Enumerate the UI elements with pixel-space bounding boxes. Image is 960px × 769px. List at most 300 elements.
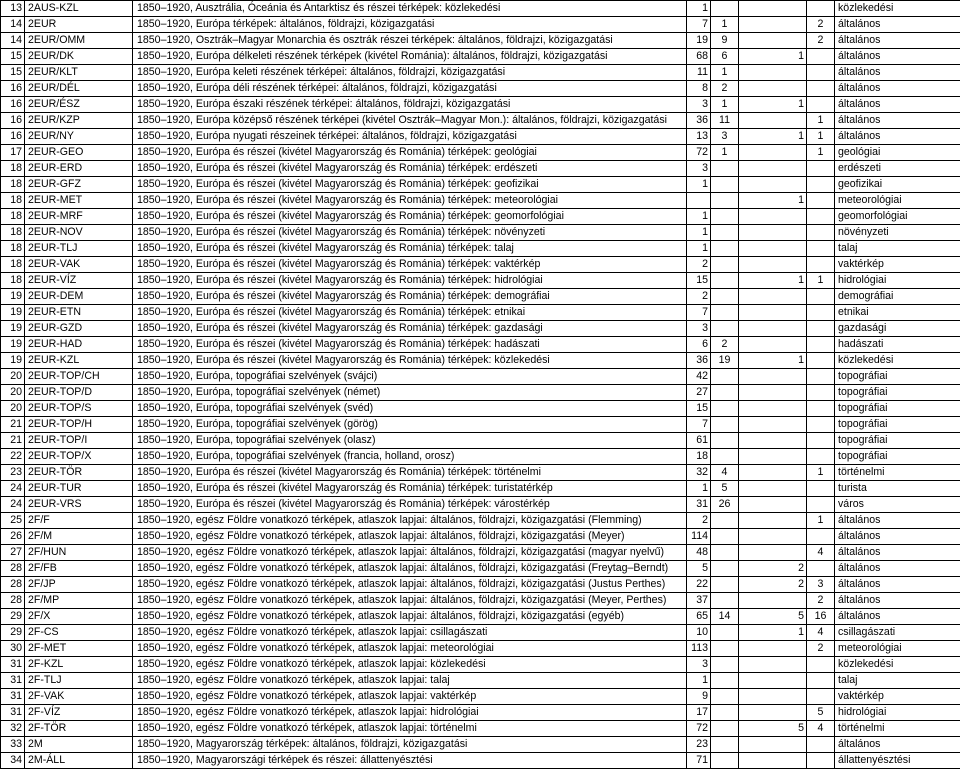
count-2-cell bbox=[711, 705, 739, 721]
description-cell: 1850–1920, egész Földre vonatkozó térképek, atlaszok lapjai: általános, földrajzi, közigazgatási (Freytag–Berndt) bbox=[133, 561, 687, 577]
count-4-cell bbox=[807, 433, 835, 449]
count-1-cell: 22 bbox=[687, 577, 711, 593]
count-4-cell bbox=[807, 689, 835, 705]
count-3-cell bbox=[739, 17, 807, 33]
count-4-cell bbox=[807, 529, 835, 545]
table-row bbox=[1, 321, 960, 337]
table-row bbox=[1, 241, 960, 257]
page-number-cell: 16 bbox=[1, 129, 25, 145]
count-1-cell: 1 bbox=[687, 241, 711, 257]
code-cell: 2EUR-GZD bbox=[25, 321, 133, 337]
description-cell: 1850–1920, egész Földre vonatkozó térképek, atlaszok lapjai: általános, földrajzi, közigazgatási (Meyer, Perthes) bbox=[133, 593, 687, 609]
description-cell: 1850–1920, Európa délkeleti részének térképek (kivétel Románia): általános, földrajzi, közigazgatási bbox=[133, 49, 687, 65]
count-3-cell bbox=[739, 641, 807, 657]
count-2-cell: 2 bbox=[711, 337, 739, 353]
count-2-cell bbox=[711, 737, 739, 753]
description-cell: 1850–1920, Európa és részei (kivétel Magyarország és Románia) térképek: növényzeti bbox=[133, 225, 687, 241]
count-4-cell: 1 bbox=[807, 273, 835, 289]
count-1-cell: 2 bbox=[687, 513, 711, 529]
category-cell: hidrológiai bbox=[835, 705, 960, 721]
count-2-cell: 5 bbox=[711, 481, 739, 497]
description-cell: 1850–1920, Európa, topográfiai szelvények (svéd) bbox=[133, 401, 687, 417]
count-4-cell: 5 bbox=[807, 705, 835, 721]
count-3-cell bbox=[739, 737, 807, 753]
count-2-cell bbox=[711, 401, 739, 417]
description-cell: 1850–1920, Európa és részei (kivétel Magyarország és Románia) térképek: demográfiai bbox=[133, 289, 687, 305]
count-4-cell bbox=[807, 1, 835, 17]
count-2-cell: 3 bbox=[711, 129, 739, 145]
description-cell: 1850–1920, Európa és részei (kivétel Magyarország és Románia) térképek: geofizikai bbox=[133, 177, 687, 193]
count-1-cell: 72 bbox=[687, 145, 711, 161]
count-3-cell: 5 bbox=[739, 609, 807, 625]
category-cell: növényzeti bbox=[835, 225, 960, 241]
count-4-cell bbox=[807, 49, 835, 65]
page-number-cell: 18 bbox=[1, 209, 25, 225]
category-cell: csillagászati bbox=[835, 625, 960, 641]
category-cell: általános bbox=[835, 81, 960, 97]
count-1-cell: 2 bbox=[687, 289, 711, 305]
count-1-cell: 37 bbox=[687, 593, 711, 609]
count-4-cell bbox=[807, 417, 835, 433]
category-cell: általános bbox=[835, 609, 960, 625]
count-3-cell bbox=[739, 225, 807, 241]
count-4-cell: 1 bbox=[807, 145, 835, 161]
table-row bbox=[1, 449, 960, 465]
count-1-cell: 3 bbox=[687, 657, 711, 673]
count-3-cell: 2 bbox=[739, 577, 807, 593]
table-row bbox=[1, 225, 960, 241]
count-1-cell: 114 bbox=[687, 529, 711, 545]
description-cell: 1850–1920, egész Földre vonatkozó térképek, atlaszok lapjai: talaj bbox=[133, 673, 687, 689]
count-3-cell bbox=[739, 689, 807, 705]
count-3-cell bbox=[739, 161, 807, 177]
code-cell: 2EUR-NOV bbox=[25, 225, 133, 241]
code-cell: 2EUR-VAK bbox=[25, 257, 133, 273]
count-1-cell: 1 bbox=[687, 1, 711, 17]
table-row bbox=[1, 177, 960, 193]
code-cell: 2EUR-TOP/D bbox=[25, 385, 133, 401]
code-cell: 2EUR/OMM bbox=[25, 33, 133, 49]
count-1-cell: 31 bbox=[687, 497, 711, 513]
count-2-cell bbox=[711, 177, 739, 193]
page-number-cell: 28 bbox=[1, 593, 25, 609]
table-row bbox=[1, 337, 960, 353]
count-4-cell bbox=[807, 337, 835, 353]
category-cell: talaj bbox=[835, 241, 960, 257]
page-number-cell: 14 bbox=[1, 33, 25, 49]
code-cell: 2EUR-VRS bbox=[25, 497, 133, 513]
count-1-cell: 7 bbox=[687, 305, 711, 321]
page-number-cell: 18 bbox=[1, 177, 25, 193]
description-cell: 1850–1920, Európa és részei (kivétel Magyarország és Románia) térképek: hidrológiai bbox=[133, 273, 687, 289]
table-row bbox=[1, 417, 960, 433]
count-4-cell: 1 bbox=[807, 113, 835, 129]
description-cell: 1850–1920, Európa és részei (kivétel Magyarország és Románia) térképek: közlekedési bbox=[133, 353, 687, 369]
table-row bbox=[1, 145, 960, 161]
category-cell: közlekedési bbox=[835, 1, 960, 17]
page-number-cell: 19 bbox=[1, 353, 25, 369]
count-1-cell: 36 bbox=[687, 353, 711, 369]
description-cell: 1850–1920, Osztrák–Magyar Monarchia és osztrák részei térképek: általános, földrajzi, közigazgatási bbox=[133, 33, 687, 49]
count-3-cell: 1 bbox=[739, 273, 807, 289]
code-cell: 2F-VÍZ bbox=[25, 705, 133, 721]
count-2-cell bbox=[711, 721, 739, 737]
table-row bbox=[1, 753, 960, 769]
code-cell: 2EUR-TOP/I bbox=[25, 433, 133, 449]
count-1-cell: 1 bbox=[687, 673, 711, 689]
count-2-cell bbox=[711, 241, 739, 257]
count-2-cell bbox=[711, 289, 739, 305]
count-2-cell bbox=[711, 417, 739, 433]
count-2-cell bbox=[711, 545, 739, 561]
count-1-cell: 1 bbox=[687, 209, 711, 225]
category-cell: általános bbox=[835, 113, 960, 129]
category-cell: általános bbox=[835, 17, 960, 33]
code-cell: 2EUR-MRF bbox=[25, 209, 133, 225]
count-4-cell: 16 bbox=[807, 609, 835, 625]
page-number-cell: 25 bbox=[1, 513, 25, 529]
page-number-cell: 27 bbox=[1, 545, 25, 561]
category-cell: általános bbox=[835, 737, 960, 753]
description-cell: 1850–1920, Európa és részei (kivétel Magyarország és Románia) térképek: vaktérkép bbox=[133, 257, 687, 273]
count-1-cell: 7 bbox=[687, 417, 711, 433]
count-2-cell: 6 bbox=[711, 49, 739, 65]
description-cell: 1850–1920, egész Földre vonatkozó térképek, atlaszok lapjai: történelmi bbox=[133, 721, 687, 737]
count-3-cell bbox=[739, 449, 807, 465]
page-number-cell: 21 bbox=[1, 417, 25, 433]
page-number-cell: 18 bbox=[1, 257, 25, 273]
count-1-cell: 3 bbox=[687, 321, 711, 337]
description-cell: 1850–1920, Európa déli részének térképei: általános, földrajzi, közigazgatási bbox=[133, 81, 687, 97]
count-4-cell bbox=[807, 193, 835, 209]
code-cell: 2EUR-VÍZ bbox=[25, 273, 133, 289]
description-cell: 1850–1920, egész Földre vonatkozó térképek, atlaszok lapjai: általános, földrajzi, közigazgatási (Flemming) bbox=[133, 513, 687, 529]
count-1-cell: 5 bbox=[687, 561, 711, 577]
table-row bbox=[1, 209, 960, 225]
page-number-cell: 16 bbox=[1, 81, 25, 97]
category-cell: vaktérkép bbox=[835, 257, 960, 273]
count-2-cell bbox=[711, 257, 739, 273]
count-4-cell: 1 bbox=[807, 513, 835, 529]
table-row bbox=[1, 545, 960, 561]
code-cell: 2EUR-GEO bbox=[25, 145, 133, 161]
count-3-cell: 1 bbox=[739, 193, 807, 209]
page-number-cell: 14 bbox=[1, 17, 25, 33]
description-cell: 1850–1920, egész Földre vonatkozó térképek, atlaszok lapjai: meteorológiai bbox=[133, 641, 687, 657]
category-cell: turista bbox=[835, 481, 960, 497]
category-cell: állattenyésztési bbox=[835, 753, 960, 769]
description-cell: 1850–1920, Európa és részei (kivétel Magyarország és Románia) térképek: turistatérkép bbox=[133, 481, 687, 497]
count-1-cell: 65 bbox=[687, 609, 711, 625]
category-cell: történelmi bbox=[835, 721, 960, 737]
page-number-cell: 21 bbox=[1, 433, 25, 449]
table-row bbox=[1, 737, 960, 753]
category-cell: etnikai bbox=[835, 305, 960, 321]
table-row bbox=[1, 401, 960, 417]
count-4-cell bbox=[807, 177, 835, 193]
count-1-cell: 19 bbox=[687, 33, 711, 49]
category-cell: hidrológiai bbox=[835, 273, 960, 289]
count-3-cell bbox=[739, 81, 807, 97]
description-cell: 1850–1920, Európa és részei (kivétel Magyarország és Románia) térképek: talaj bbox=[133, 241, 687, 257]
category-cell: geológiai bbox=[835, 145, 960, 161]
count-4-cell bbox=[807, 561, 835, 577]
count-3-cell bbox=[739, 657, 807, 673]
category-cell: általános bbox=[835, 129, 960, 145]
category-cell: történelmi bbox=[835, 465, 960, 481]
count-1-cell: 15 bbox=[687, 273, 711, 289]
page-number-cell: 16 bbox=[1, 113, 25, 129]
category-cell: erdészeti bbox=[835, 161, 960, 177]
code-cell: 2F/JP bbox=[25, 577, 133, 593]
code-cell: 2F-MET bbox=[25, 641, 133, 657]
table-row bbox=[1, 673, 960, 689]
count-3-cell bbox=[739, 337, 807, 353]
page-number-cell: 18 bbox=[1, 193, 25, 209]
count-2-cell bbox=[711, 161, 739, 177]
count-3-cell bbox=[739, 417, 807, 433]
page-number-cell: 15 bbox=[1, 65, 25, 81]
code-cell: 2M bbox=[25, 737, 133, 753]
description-cell: 1850–1920, egész Földre vonatkozó térképek, atlaszok lapjai: általános, földrajzi, közigazgatási (Meyer) bbox=[133, 529, 687, 545]
code-cell: 2EUR bbox=[25, 17, 133, 33]
category-cell: vaktérkép bbox=[835, 689, 960, 705]
count-3-cell bbox=[739, 401, 807, 417]
page-number-cell: 23 bbox=[1, 465, 25, 481]
count-4-cell bbox=[807, 753, 835, 769]
category-cell: gazdasági bbox=[835, 321, 960, 337]
count-4-cell: 4 bbox=[807, 721, 835, 737]
code-cell: 2EUR/NY bbox=[25, 129, 133, 145]
category-cell: általános bbox=[835, 545, 960, 561]
code-cell: 2F-KZL bbox=[25, 657, 133, 673]
count-3-cell bbox=[739, 321, 807, 337]
page-number-cell: 31 bbox=[1, 657, 25, 673]
code-cell: 2EUR-HAD bbox=[25, 337, 133, 353]
count-3-cell bbox=[739, 369, 807, 385]
count-4-cell: 1 bbox=[807, 129, 835, 145]
count-2-cell: 1 bbox=[711, 97, 739, 113]
category-cell: topográfiai bbox=[835, 369, 960, 385]
page-number-cell: 31 bbox=[1, 673, 25, 689]
count-2-cell: 9 bbox=[711, 33, 739, 49]
page-number-cell: 15 bbox=[1, 49, 25, 65]
count-3-cell: 1 bbox=[739, 129, 807, 145]
page-number-cell: 19 bbox=[1, 337, 25, 353]
count-2-cell bbox=[711, 385, 739, 401]
category-cell: közlekedési bbox=[835, 657, 960, 673]
code-cell: 2F-CS bbox=[25, 625, 133, 641]
count-3-cell bbox=[739, 289, 807, 305]
count-2-cell bbox=[711, 225, 739, 241]
count-2-cell: 2 bbox=[711, 81, 739, 97]
count-1-cell bbox=[687, 193, 711, 209]
count-4-cell bbox=[807, 353, 835, 369]
count-3-cell bbox=[739, 1, 807, 17]
page-number-cell: 19 bbox=[1, 289, 25, 305]
category-cell: topográfiai bbox=[835, 449, 960, 465]
count-1-cell: 13 bbox=[687, 129, 711, 145]
count-1-cell: 7 bbox=[687, 17, 711, 33]
category-cell: általános bbox=[835, 529, 960, 545]
code-cell: 2F/HUN bbox=[25, 545, 133, 561]
code-cell: 2F/X bbox=[25, 609, 133, 625]
count-2-cell bbox=[711, 593, 739, 609]
code-cell: 2EUR-TLJ bbox=[25, 241, 133, 257]
count-1-cell: 1 bbox=[687, 177, 711, 193]
category-cell: hadászati bbox=[835, 337, 960, 353]
category-cell: általános bbox=[835, 593, 960, 609]
table-row bbox=[1, 161, 960, 177]
table-row bbox=[1, 193, 960, 209]
count-3-cell bbox=[739, 497, 807, 513]
count-2-cell bbox=[711, 561, 739, 577]
page-number-cell: 18 bbox=[1, 241, 25, 257]
table-row bbox=[1, 625, 960, 641]
code-cell: 2EUR-TÖR bbox=[25, 465, 133, 481]
description-cell: 1850–1920, Európa és részei (kivétel Magyarország és Románia) térképek: történelmi bbox=[133, 465, 687, 481]
count-2-cell bbox=[711, 449, 739, 465]
code-cell: 2EUR/KZP bbox=[25, 113, 133, 129]
category-cell: meteorológiai bbox=[835, 193, 960, 209]
table-row bbox=[1, 81, 960, 97]
category-cell: meteorológiai bbox=[835, 641, 960, 657]
count-3-cell bbox=[739, 177, 807, 193]
count-1-cell: 23 bbox=[687, 737, 711, 753]
table-row bbox=[1, 129, 960, 145]
category-cell: általános bbox=[835, 577, 960, 593]
table-row bbox=[1, 657, 960, 673]
table-row bbox=[1, 497, 960, 513]
code-cell: 2EUR-TOP/X bbox=[25, 449, 133, 465]
description-cell: 1850–1920, Európa és részei (kivétel Magyarország és Románia) térképek: várostérkép bbox=[133, 497, 687, 513]
table-row bbox=[1, 257, 960, 273]
code-cell: 2F/FB bbox=[25, 561, 133, 577]
count-1-cell: 72 bbox=[687, 721, 711, 737]
count-1-cell: 68 bbox=[687, 49, 711, 65]
category-cell: általános bbox=[835, 65, 960, 81]
description-cell: 1850–1920, Ausztrália, Óceánia és Antarktisz és részei térképek: közlekedési bbox=[133, 1, 687, 17]
code-cell: 2F-TÖR bbox=[25, 721, 133, 737]
count-2-cell bbox=[711, 577, 739, 593]
table-row bbox=[1, 593, 960, 609]
count-4-cell bbox=[807, 737, 835, 753]
description-cell: 1850–1920, Európa és részei (kivétel Magyarország és Románia) térképek: erdészeti bbox=[133, 161, 687, 177]
description-cell: 1850–1920, Magyarország térképek: általános, földrajzi, közigazgatási bbox=[133, 737, 687, 753]
count-3-cell bbox=[739, 673, 807, 689]
count-4-cell bbox=[807, 449, 835, 465]
table-row bbox=[1, 305, 960, 321]
table-row bbox=[1, 721, 960, 737]
page-number-cell: 20 bbox=[1, 401, 25, 417]
count-1-cell: 42 bbox=[687, 369, 711, 385]
description-cell: 1850–1920, Európa, topográfiai szelvények (svájci) bbox=[133, 369, 687, 385]
category-cell: általános bbox=[835, 97, 960, 113]
count-3-cell bbox=[739, 33, 807, 49]
code-cell: 2EUR/DK bbox=[25, 49, 133, 65]
category-cell: topográfiai bbox=[835, 433, 960, 449]
page-number-cell: 30 bbox=[1, 641, 25, 657]
table-row bbox=[1, 65, 960, 81]
category-cell: általános bbox=[835, 561, 960, 577]
count-4-cell bbox=[807, 369, 835, 385]
code-cell: 2EUR-ETN bbox=[25, 305, 133, 321]
table-row bbox=[1, 705, 960, 721]
table-row bbox=[1, 529, 960, 545]
table-row bbox=[1, 273, 960, 289]
count-4-cell: 1 bbox=[807, 465, 835, 481]
count-3-cell bbox=[739, 529, 807, 545]
code-cell: 2EUR-GFZ bbox=[25, 177, 133, 193]
category-cell: topográfiai bbox=[835, 401, 960, 417]
count-4-cell bbox=[807, 97, 835, 113]
count-1-cell: 2 bbox=[687, 257, 711, 273]
count-1-cell: 18 bbox=[687, 449, 711, 465]
count-4-cell bbox=[807, 321, 835, 337]
count-3-cell bbox=[739, 257, 807, 273]
count-3-cell: 5 bbox=[739, 721, 807, 737]
category-cell: talaj bbox=[835, 673, 960, 689]
count-3-cell bbox=[739, 481, 807, 497]
table-row bbox=[1, 689, 960, 705]
description-cell: 1850–1920, egész Földre vonatkozó térképek, atlaszok lapjai: hidrológiai bbox=[133, 705, 687, 721]
category-cell: általános bbox=[835, 513, 960, 529]
count-1-cell: 17 bbox=[687, 705, 711, 721]
table-row bbox=[1, 513, 960, 529]
count-3-cell bbox=[739, 241, 807, 257]
code-cell: 2EUR-TUR bbox=[25, 481, 133, 497]
count-2-cell bbox=[711, 369, 739, 385]
count-4-cell bbox=[807, 289, 835, 305]
count-2-cell: 1 bbox=[711, 17, 739, 33]
description-cell: 1850–1920, egész Földre vonatkozó térképek, atlaszok lapjai: csillagászati bbox=[133, 625, 687, 641]
count-3-cell bbox=[739, 593, 807, 609]
description-cell: 1850–1920, egész Földre vonatkozó térképek, atlaszok lapjai: közlekedési bbox=[133, 657, 687, 673]
page-number-cell: 18 bbox=[1, 273, 25, 289]
count-1-cell: 61 bbox=[687, 433, 711, 449]
page-number-cell: 19 bbox=[1, 305, 25, 321]
page-number-cell: 24 bbox=[1, 481, 25, 497]
count-3-cell bbox=[739, 705, 807, 721]
count-1-cell: 6 bbox=[687, 337, 711, 353]
page-number-cell: 31 bbox=[1, 705, 25, 721]
count-4-cell: 2 bbox=[807, 593, 835, 609]
count-3-cell bbox=[739, 145, 807, 161]
code-cell: 2EUR/DÉL bbox=[25, 81, 133, 97]
code-cell: 2EUR-TOP/CH bbox=[25, 369, 133, 385]
count-1-cell: 113 bbox=[687, 641, 711, 657]
description-cell: 1850–1920, Európa és részei (kivétel Magyarország és Románia) térképek: gazdasági bbox=[133, 321, 687, 337]
count-4-cell bbox=[807, 385, 835, 401]
count-1-cell: 1 bbox=[687, 225, 711, 241]
page-number-cell: 24 bbox=[1, 497, 25, 513]
count-2-cell: 19 bbox=[711, 353, 739, 369]
table-row bbox=[1, 17, 960, 33]
category-cell: topográfiai bbox=[835, 385, 960, 401]
table-row bbox=[1, 465, 960, 481]
count-3-cell bbox=[739, 385, 807, 401]
count-4-cell: 2 bbox=[807, 17, 835, 33]
code-cell: 2EUR-ERD bbox=[25, 161, 133, 177]
count-3-cell bbox=[739, 65, 807, 81]
description-cell: 1850–1920, Európa és részei (kivétel Magyarország és Románia) térképek: geológiai bbox=[133, 145, 687, 161]
count-2-cell bbox=[711, 625, 739, 641]
code-cell: 2EUR-TOP/H bbox=[25, 417, 133, 433]
count-1-cell: 11 bbox=[687, 65, 711, 81]
category-cell: demográfiai bbox=[835, 289, 960, 305]
count-3-cell bbox=[739, 305, 807, 321]
description-cell: 1850–1920, Magyarországi térképek és részei: állattenyésztési bbox=[133, 753, 687, 769]
